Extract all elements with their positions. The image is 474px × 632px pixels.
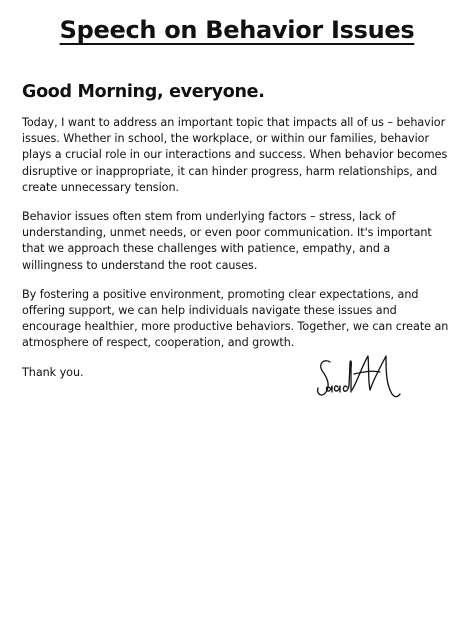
paragraph-causes: Behavior issues often stem from underlying factors – stress, lack of understanding, unmet needs, or even poor communication. It's important that we approach these challenges with patience, empathy, and a willingness to understand the root causes. xyxy=(22,210,432,272)
greeting-heading: Good Morning, everyone. xyxy=(22,82,265,102)
paragraph-intro: Today, I want to address an important topic that impacts all of us – behavior issues. Whether in school, the workplace, or within our families, behavior plays a crucial role in our interactions and success. When behavior becomes disruptive or inappropriate, it can hinder progress, harm relationships, and create unnecessary tension. xyxy=(22,116,448,194)
document-title xyxy=(0,16,474,45)
document-title-text: Speech on Behavior Issues xyxy=(59,16,415,44)
paragraph-closing: Thank you. xyxy=(22,365,84,379)
handwritten-signature xyxy=(314,350,414,410)
paragraph-solutions: By fostering a positive environment, promoting clear expectations, and offering support, we can help individuals navigate these issues and encourage healthier, more productive behaviors. Together, we can create an atmosphere of respect, cooperation, and growth. xyxy=(22,287,449,350)
